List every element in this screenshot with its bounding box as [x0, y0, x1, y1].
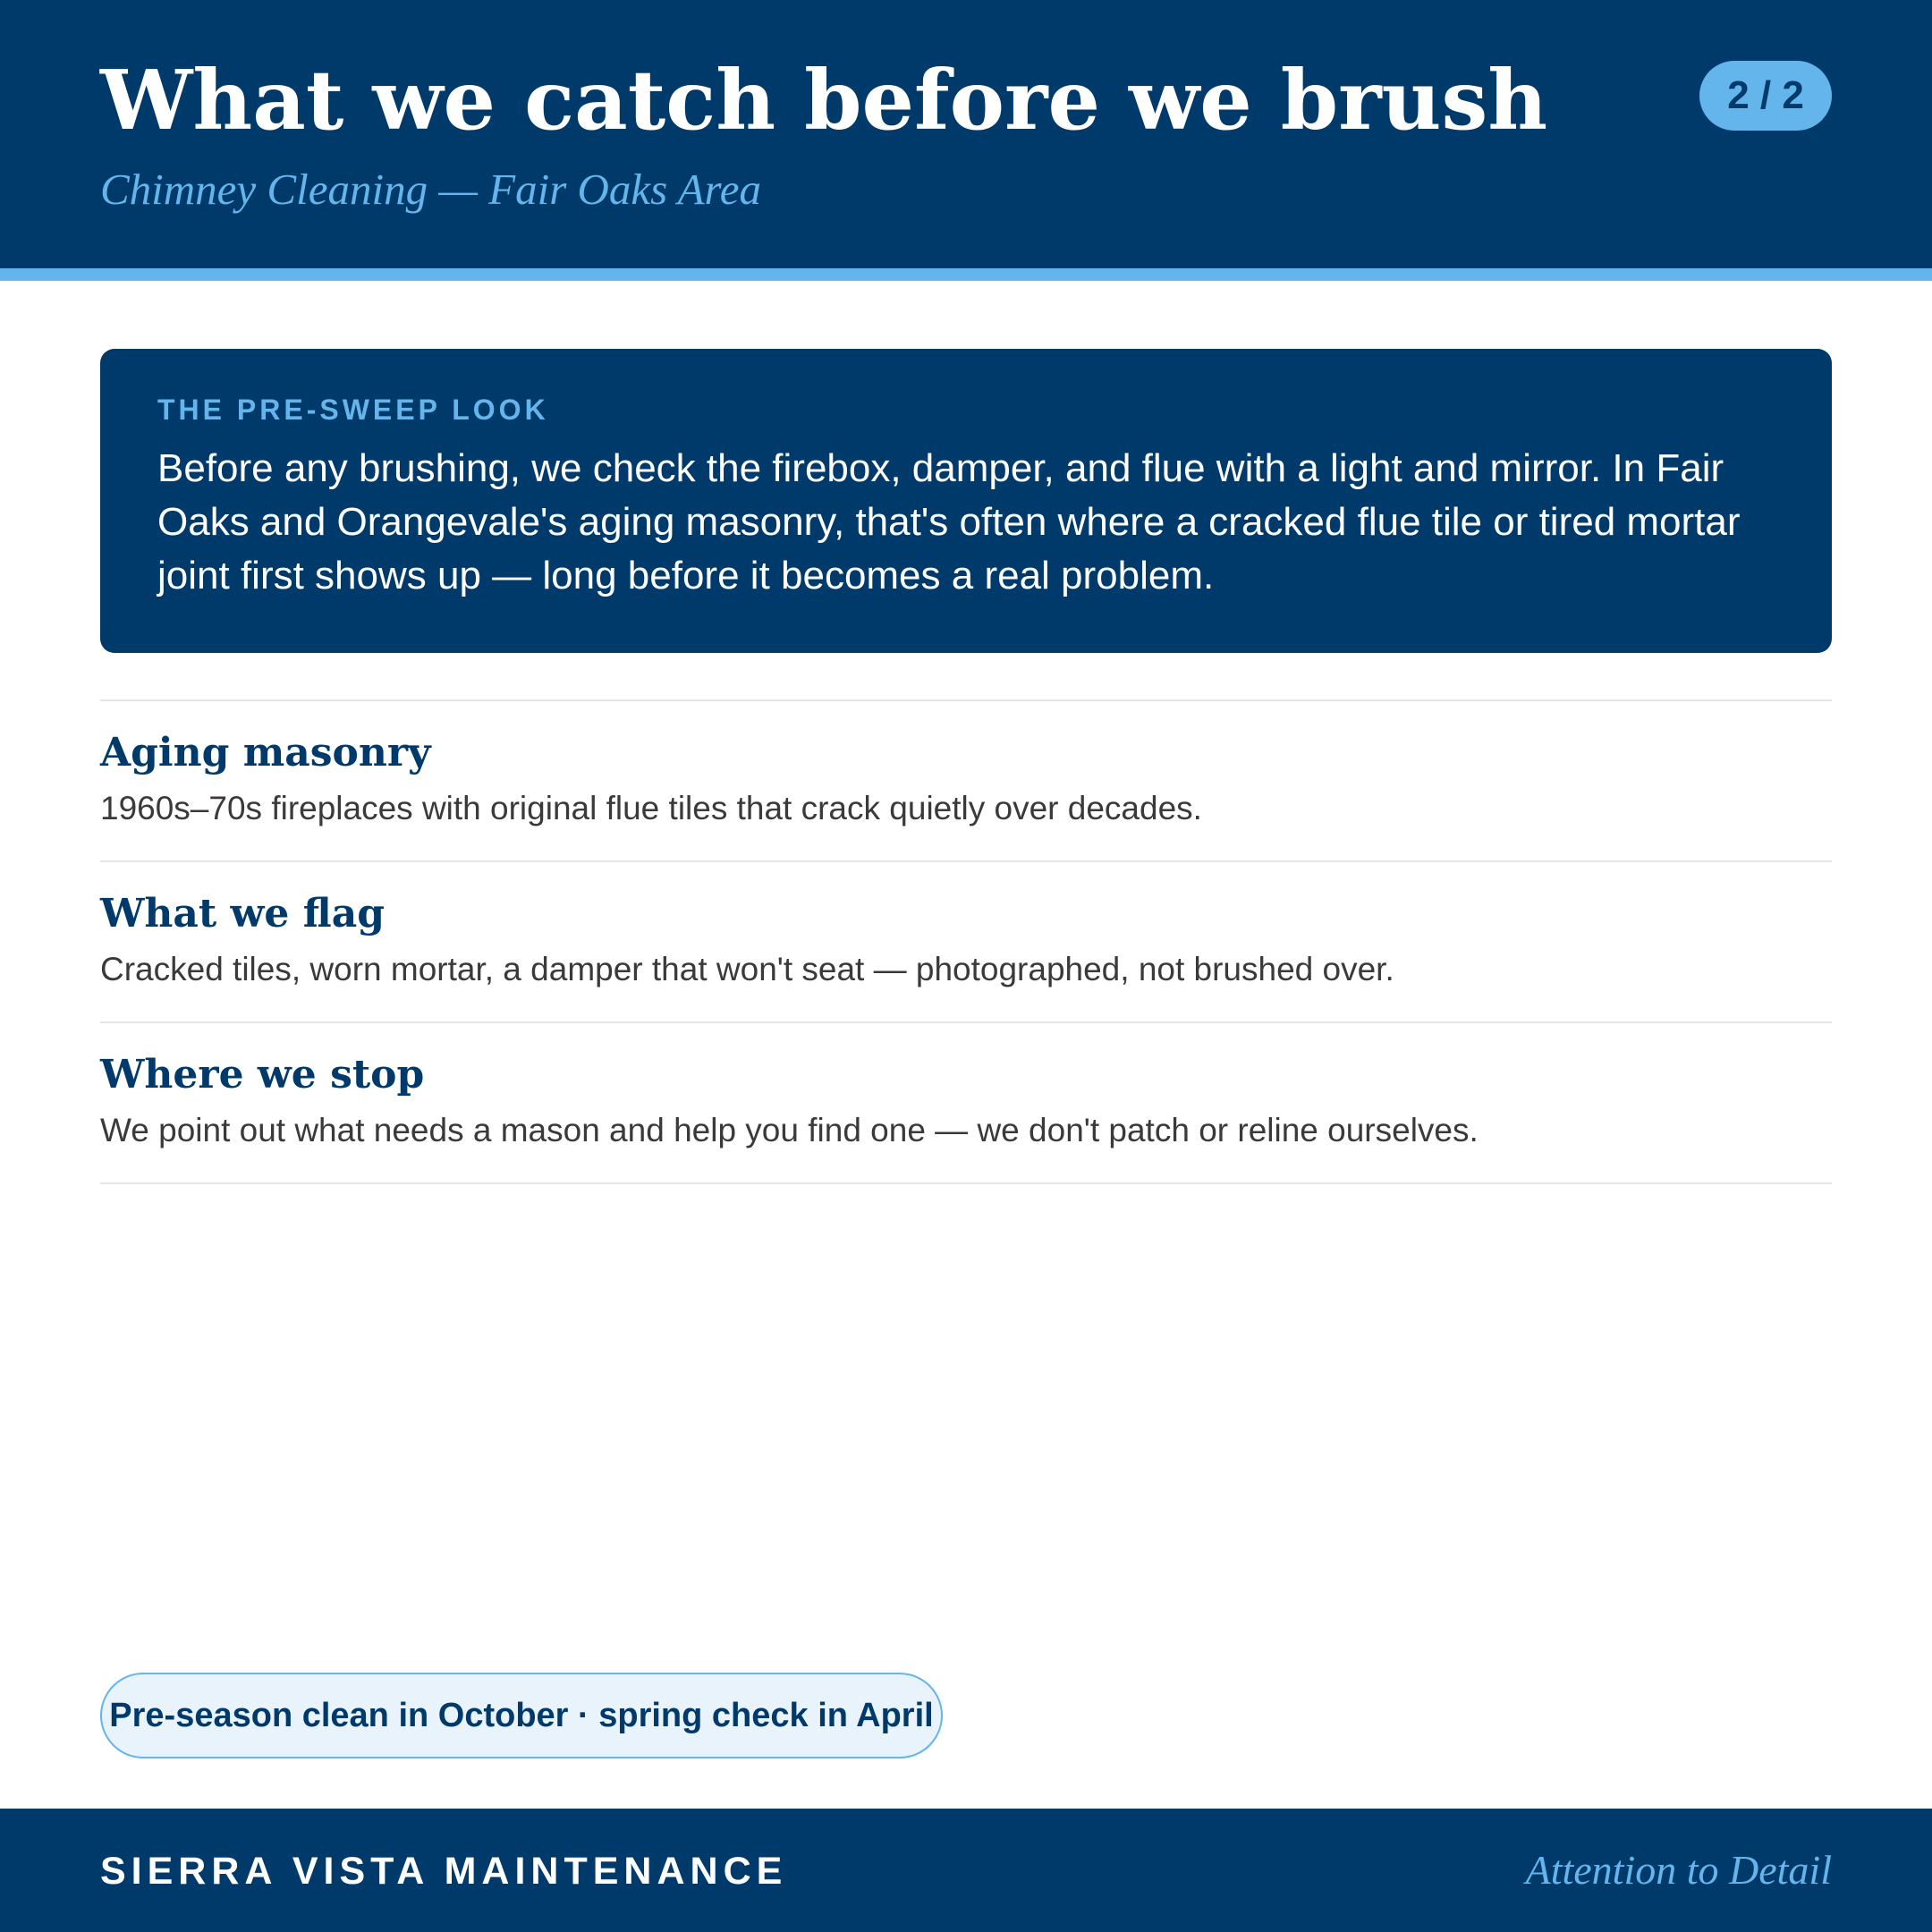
feature-item-what-we-flag — [100, 862, 1832, 1023]
header-bar — [0, 0, 1932, 268]
feature-title: Where we stop — [100, 1052, 425, 1097]
callout-body: Before any brushing, we check the firebox, damper, and flue with a light and mirror. In Fair Oaks and Orangevale's aging masonry, that's often where a cracked flue tile or tired mortar joint first shows up — long before it becomes a real problem. — [157, 446, 1741, 597]
footer-tagline: Attention to Detail — [1525, 1847, 1832, 1893]
footer-bar — [0, 1809, 1932, 1932]
feature-text: Cracked tiles, worn mortar, a damper that won't seat — photographed, not brushed over. — [100, 951, 1394, 987]
feature-item-aging-masonry — [100, 701, 1832, 862]
callout-eyebrow: THE PRE-SWEEP LOOK — [157, 394, 549, 426]
feature-text: We point out what needs a mason and help you find one — we don't patch or reline ourselves. — [100, 1112, 1479, 1148]
pre-sweep-callout — [100, 349, 1832, 653]
feature-text: 1960s–70s fireplaces with original flue tiles that crack quietly over decades. — [100, 790, 1202, 826]
page-counter-badge: 2 / 2 — [1699, 61, 1832, 131]
feature-list — [100, 699, 1832, 1184]
header-accent-stripe — [0, 268, 1932, 281]
feature-item-where-we-stop — [100, 1023, 1832, 1184]
feature-title: What we flag — [100, 891, 386, 936]
page-subtitle: Chimney Cleaning — Fair Oaks Area — [100, 165, 762, 214]
page-title: What we catch before we brush — [100, 52, 1548, 148]
schedule-pill: Pre-season clean in October · spring check in April — [100, 1673, 943, 1758]
feature-title: Aging masonry — [100, 730, 431, 775]
footer-brand: SIERRA VISTA MAINTENANCE — [100, 1850, 788, 1893]
